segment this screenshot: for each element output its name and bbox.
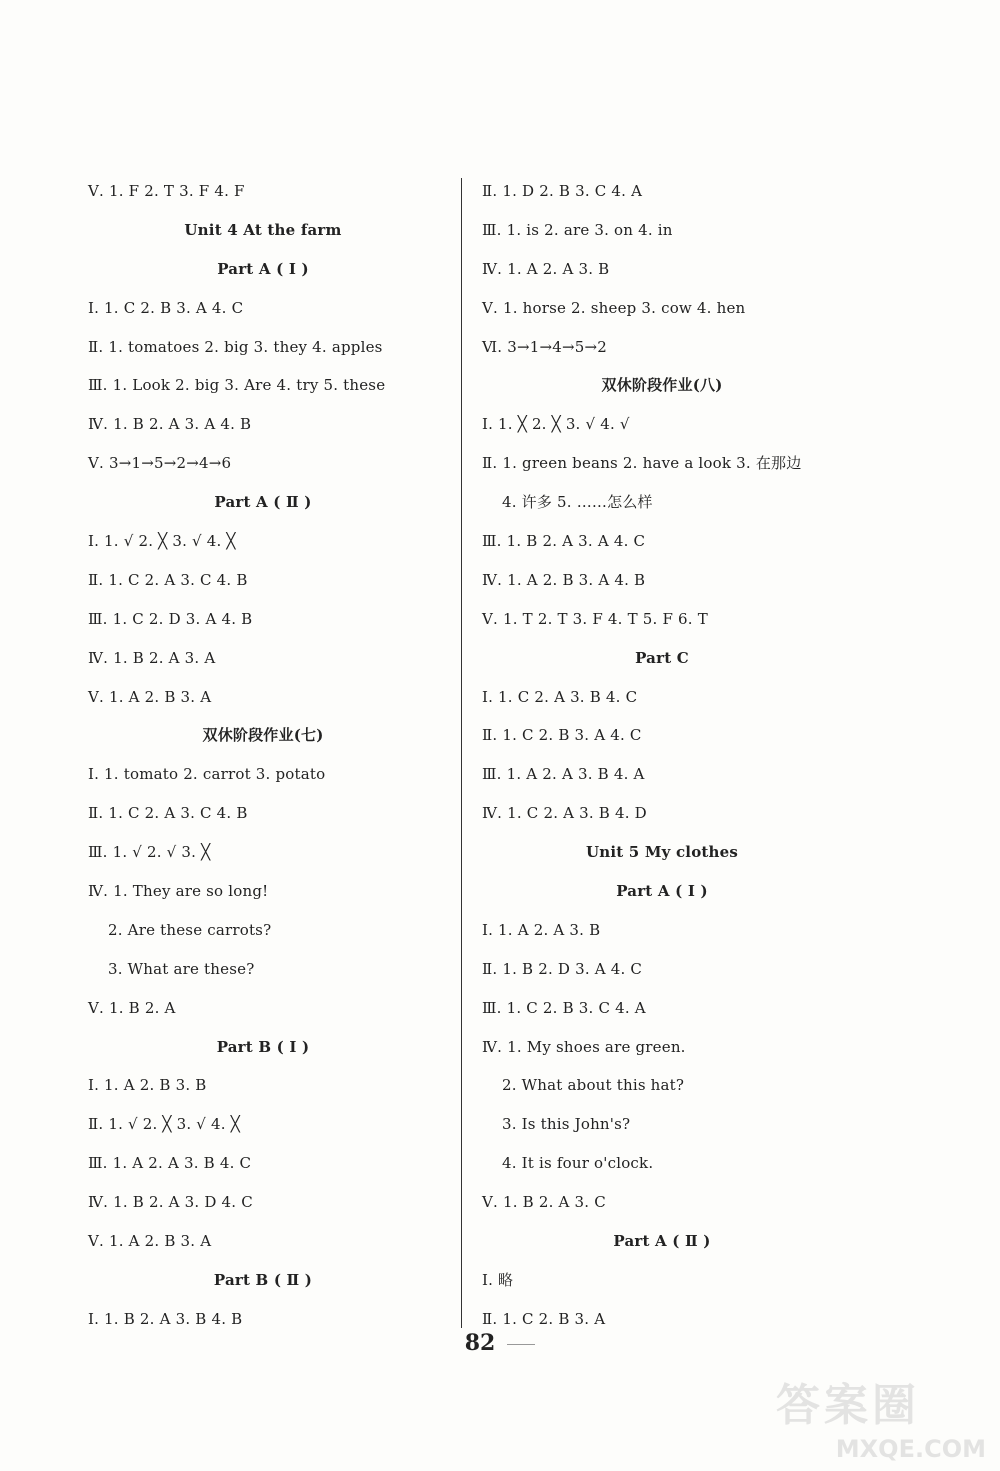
answer-line: Ⅲ. 1. Look 2. big 3. Are 4. try 5. these bbox=[88, 376, 386, 395]
answer-line: Ⅱ. 1. D 2. B 3. C 4. A bbox=[482, 182, 643, 200]
answer-line: Ⅰ. 略 bbox=[482, 1270, 514, 1289]
answer-line: Ⅴ. 3→1→5→2→4→6 bbox=[88, 454, 232, 473]
answer-line: 3. Is this John's? bbox=[502, 1115, 631, 1134]
answer-line: Ⅲ. 1. is 2. are 3. on 4. in bbox=[482, 220, 673, 239]
answer-line: 4. It is four o'clock. bbox=[502, 1154, 654, 1173]
answer-line: Ⅴ. 1. B 2. A bbox=[88, 998, 176, 1017]
section-heading: Part B ( Ⅱ ) bbox=[213, 1270, 313, 1289]
answer-line: Ⅱ. 1. tomatoes 2. big 3. they 4. apples bbox=[88, 337, 383, 356]
section-heading: Part C bbox=[635, 648, 689, 667]
column-divider bbox=[461, 178, 462, 1328]
answer-line: Ⅰ. 1. √ 2. ╳ 3. √ 4. ╳ bbox=[88, 532, 236, 551]
answer-line: Ⅳ. 1. B 2. A 3. A 4. B bbox=[88, 415, 252, 434]
answer-line: Ⅳ. 1. B 2. A 3. D 4. C bbox=[88, 1193, 253, 1212]
answer-line: Ⅳ. 1. A 2. B 3. A 4. B bbox=[482, 570, 646, 589]
answer-line: 2. What about this hat? bbox=[502, 1076, 685, 1095]
answer-line: 4. 许多 5. ……怎么样 bbox=[502, 493, 653, 512]
answer-line: Ⅳ. 1. B 2. A 3. A bbox=[88, 648, 216, 667]
section-heading: 双休阶段作业(八) bbox=[601, 376, 723, 395]
answer-line: Ⅵ. 3→1→4→5→2 bbox=[482, 337, 608, 356]
watermark-logo bbox=[746, 1369, 986, 1465]
answer-line: Ⅲ. 1. A 2. A 3. B 4. C bbox=[88, 1154, 252, 1173]
section-heading: Part A ( Ⅱ ) bbox=[214, 493, 312, 512]
answer-line: 3. What are these? bbox=[108, 959, 255, 978]
answer-line: Ⅳ. 1. My shoes are green. bbox=[482, 1037, 686, 1056]
answer-line: Ⅴ. 1. F 2. T 3. F 4. F bbox=[88, 182, 245, 200]
answer-line: Ⅱ. 1. C 2. A 3. C 4. B bbox=[88, 804, 248, 823]
page-number-rule bbox=[507, 1344, 535, 1345]
section-heading: Unit 5 My clothes bbox=[585, 843, 739, 862]
answer-line: Ⅳ. 1. A 2. A 3. B bbox=[482, 259, 610, 278]
answer-line: Ⅱ. 1. C 2. B 3. A 4. C bbox=[482, 726, 642, 745]
answer-line: Ⅰ. 1. tomato 2. carrot 3. potato bbox=[88, 765, 326, 784]
answer-line: Ⅳ. 1. They are so long! bbox=[88, 882, 269, 901]
answer-line: 2. Are these carrots? bbox=[108, 920, 272, 939]
answer-line: Ⅰ. 1. A 2. B 3. B bbox=[88, 1076, 207, 1095]
answer-line: Ⅰ. 1. A 2. A 3. B bbox=[482, 920, 601, 939]
answer-line: Ⅴ. 1. A 2. B 3. A bbox=[88, 1232, 212, 1251]
answer-line: Ⅱ. 1. C 2. A 3. C 4. B bbox=[88, 570, 248, 589]
section-heading: Unit 4 At the farm bbox=[184, 220, 342, 239]
answer-line: Ⅲ. 1. B 2. A 3. A 4. C bbox=[482, 532, 646, 551]
right-answer-column bbox=[482, 172, 842, 1339]
answer-line: Ⅲ. 1. √ 2. √ 3. ╳ bbox=[88, 843, 211, 862]
watermark-cn-text: 答案圈 bbox=[776, 1380, 920, 1431]
answer-line: Ⅱ. 1. green beans 2. have a look 3. 在那边 bbox=[482, 454, 802, 473]
section-heading: Part A ( Ⅰ ) bbox=[217, 259, 309, 278]
answer-line: Ⅱ. 1. C 2. B 3. A bbox=[482, 1309, 606, 1328]
answer-line: Ⅲ. 1. C 2. B 3. C 4. A bbox=[482, 998, 646, 1017]
answer-line: Ⅲ. 1. A 2. A 3. B 4. A bbox=[482, 765, 645, 784]
answer-line: Ⅰ. 1. ╳ 2. ╳ 3. √ 4. √ bbox=[482, 415, 630, 434]
section-heading: 双休阶段作业(七) bbox=[202, 726, 324, 745]
answer-line: Ⅴ. 1. T 2. T 3. F 4. T 5. F 6. T bbox=[482, 609, 708, 628]
answer-line: Ⅱ. 1. B 2. D 3. A 4. C bbox=[482, 959, 643, 978]
watermark-url-text: MXQE.COM bbox=[835, 1435, 986, 1463]
answer-line: Ⅴ. 1. A 2. B 3. A bbox=[88, 687, 212, 706]
answer-line: Ⅰ. 1. C 2. B 3. A 4. C bbox=[88, 298, 244, 317]
left-answer-column bbox=[88, 172, 438, 1339]
answer-line: Ⅰ. 1. B 2. A 3. B 4. B bbox=[88, 1309, 243, 1328]
answer-line: Ⅴ. 1. B 2. A 3. C bbox=[482, 1193, 606, 1212]
answer-line: Ⅰ. 1. C 2. A 3. B 4. C bbox=[482, 687, 638, 706]
section-heading: Part A ( Ⅱ ) bbox=[613, 1232, 711, 1251]
answer-line: Ⅱ. 1. √ 2. ╳ 3. √ 4. ╳ bbox=[88, 1115, 240, 1134]
answer-line: Ⅲ. 1. C 2. D 3. A 4. B bbox=[88, 609, 253, 628]
answer-line: Ⅴ. 1. horse 2. sheep 3. cow 4. hen bbox=[482, 298, 746, 317]
section-heading: Part A ( Ⅰ ) bbox=[616, 882, 708, 901]
section-heading: Part B ( Ⅰ ) bbox=[216, 1037, 310, 1056]
page-number bbox=[0, 1330, 1000, 1356]
answer-line: Ⅳ. 1. C 2. A 3. B 4. D bbox=[482, 804, 647, 823]
page-number-text: 82 bbox=[464, 1330, 496, 1356]
